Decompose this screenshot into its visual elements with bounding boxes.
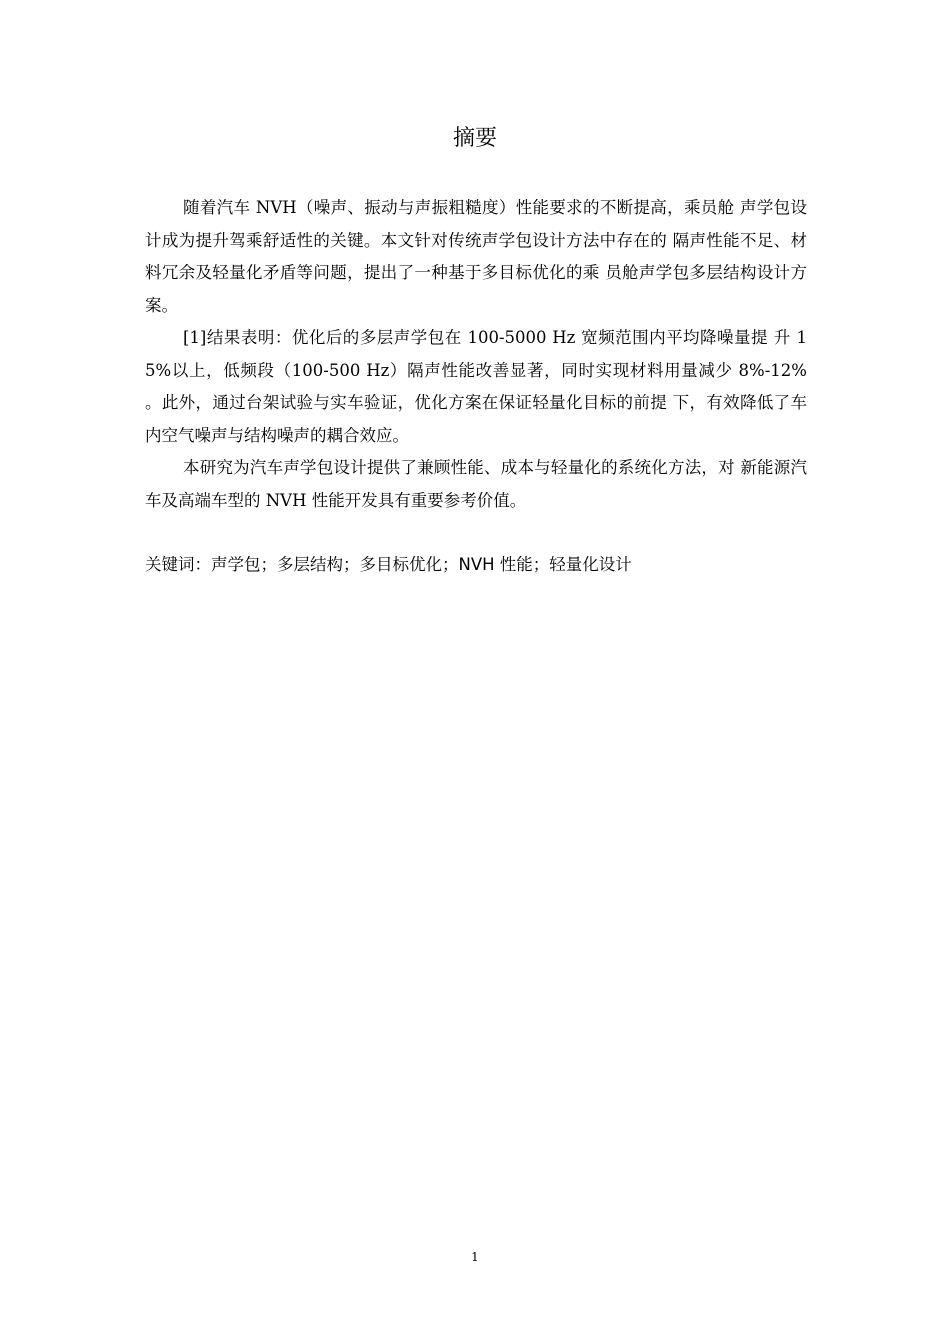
abstract-paragraph-3: 本研究为汽车声学包设计提供了兼顾性能、成本与轻量化的系统化方法，对 新能源汽车及高端车型的 NVH 性能开发具有重要参考价值。 <box>145 458 807 510</box>
keywords-line: 关键词：声学包；多层结构；多目标优化；NVH 性能；轻量化设计 <box>145 555 632 574</box>
abstract-body <box>145 192 807 517</box>
abstract-paragraph-1: 随着汽车 NVH（噪声、振动与声振粗糙度）性能要求的不断提高，乘员舱 声学包设计成为提升驾乘舒适性的关键。本文针对传统声学包设计方法中存在的 隔声性能不足、材料冗余及轻量化矛盾等问题，提出了一种基于多目标优化的乘 员舱声学包多层结构设计方案。 <box>145 198 807 315</box>
page-number: 1 <box>471 1250 479 1264</box>
abstract-paragraph-2: [1]结果表明：优化后的多层声学包在 100-5000 Hz 宽频范围内平均降噪量提 升 15%以上，低频段（100-500 Hz）隔声性能改善显著，同时实现材料用量减少 8%-12% 。此外，通过台架试验与实车验证，优化方案在保证轻量化目标的前提 下，有效降低了车内空气噪声与结构噪声的耦合效应。 <box>145 328 807 445</box>
abstract-title: 摘要 <box>452 126 497 151</box>
